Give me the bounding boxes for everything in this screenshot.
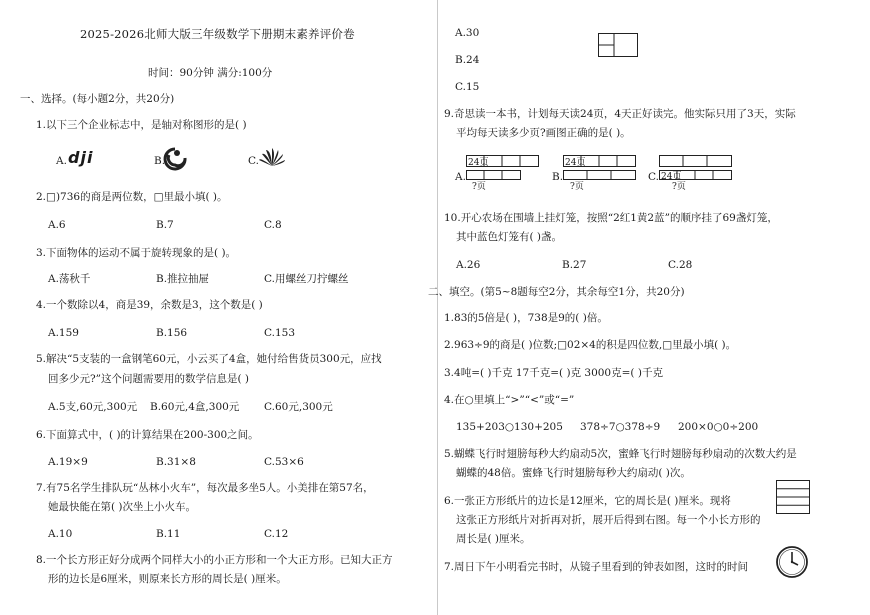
q7-line1: 7.有75名学生排队玩“丛林小火车”，每次最多坐5人。小美排在第57名，: [36, 482, 374, 494]
q7-option-c: C.12: [264, 528, 289, 540]
q8-line2: 形的边长是6厘米，则原来长方形的周长是( )厘米。: [48, 573, 287, 585]
q6-text: 6.下面算式中，( )的计算结果在200-300之间。: [36, 429, 259, 441]
q2-option-c: C.8: [264, 219, 282, 231]
q6-option-a: A.19×9: [48, 456, 88, 468]
q10-option-c: C.28: [668, 259, 693, 271]
q10-option-b: B.27: [562, 259, 587, 271]
q3-option-b: B.推拉抽屉: [156, 273, 210, 285]
q10-line2: 其中蓝色灯笼有( )盏。: [456, 231, 563, 243]
fill-q6-line1: 6.一张正方形纸片的边长是12厘米，它的周长是( )厘米。现将: [444, 495, 731, 507]
q5-option-b: B.60元,4盒,300元: [150, 401, 240, 413]
q2-option-b: B.7: [156, 219, 174, 231]
q4-text: 4.一个数除以4，商是39，余数是3，这个数是( ): [36, 299, 263, 311]
fill-q6-line2: 这张正方形纸片对折再对折，展开后得到右图。每一个小长方形的: [456, 514, 761, 526]
q2-option-a: A.6: [48, 219, 66, 231]
q3-option-c: C.用螺丝刀拧螺丝: [264, 273, 349, 285]
q1-option-a: A.: [56, 155, 67, 167]
clock-icon: [776, 546, 808, 578]
page-title: 2025-2026北师大版三年级数学下册期末素养评价卷: [80, 27, 355, 41]
swirl-logo-icon: [162, 146, 188, 170]
q3-text: 3.下面物体的运动不属于旋转现象的是( )。: [36, 247, 237, 259]
petal-logo-icon: [258, 148, 286, 168]
q3-option-a: A.荡秋千: [48, 273, 91, 285]
q10-option-a: A.26: [456, 259, 481, 271]
q9-c-label-top: 24页: [661, 172, 682, 182]
q1-option-c: C.: [248, 155, 259, 167]
fill-q4-item-3: 200×0○0÷200: [678, 421, 759, 433]
fill-q4-item-1: 135+203○130+205: [456, 421, 563, 433]
q8-line1: 8.一个长方形正好分成两个同样大小的小正方形和一个大正方形。已知大正方: [36, 554, 393, 566]
q4-option-a: A.159: [48, 327, 79, 339]
exam-meta: 时间：90分钟 满分:100分: [148, 67, 273, 79]
fill-q5-line1: 5.蝴蝶飞行时翅膀每秒大约扇动5次，蜜蜂飞行时翅膀每秒扇动的次数大约是: [444, 448, 797, 460]
q7-line2: 她最快能在第( )次坐上小火车。: [48, 501, 197, 513]
fill-q2: 2.963÷9的商是( )位数;□02×4的积是四位数,□里最小填( )。: [444, 339, 737, 351]
q4-option-b: B.156: [156, 327, 188, 339]
q9-a-label-top: 24页: [468, 158, 489, 168]
q9-a-question: ?页: [472, 182, 486, 192]
q9-b-label-top: 24页: [565, 158, 586, 168]
fill-q1: 1.83的5倍是( )，738是9的( )倍。: [444, 312, 608, 324]
fill-q3: 3.4吨=( )千克 17千克=( )克 3000克=( )千克: [444, 367, 663, 379]
fill-q4-item-2: 378÷7○378÷9: [580, 421, 661, 433]
section1-heading: 一、选择。(每小题2分，共20分): [20, 93, 175, 105]
q9-diagram-c: [659, 155, 731, 185]
fill-q6-line3: 周长是( )厘米。: [456, 533, 531, 545]
rectangle-squares-diagram: [598, 33, 638, 57]
q6-option-c: C.53×6: [264, 456, 304, 468]
fill-q5-line2: 蝴蝶的48倍。蜜蜂飞行时翅膀每秒大约扇动( )次。: [456, 467, 691, 479]
q9-line2: 平均每天读多少页?画图正确的是( )。: [456, 127, 631, 139]
q9-c-question: ?页: [672, 182, 686, 192]
q1-option-b: B.: [154, 155, 166, 167]
fill-q4: 4.在○里填上“>”“<”或“=”: [444, 394, 575, 406]
folded-paper-diagram: [776, 480, 810, 514]
q9-option-c: C.: [648, 171, 659, 183]
q8-option-c: C.15: [455, 81, 480, 93]
q5-option-a: A.5支,60元,300元: [48, 401, 138, 413]
q10-line1: 10.开心农场在围墙上挂灯笼，按照“2红1黄2蓝”的顺序挂了69盏灯笼，: [444, 212, 778, 224]
q7-option-b: B.11: [156, 528, 181, 540]
q9-b-question: ?页: [570, 182, 584, 192]
q7-option-a: A.10: [48, 528, 73, 540]
q9-line1: 9.奇思读一本书，计划每天读24页，4天正好读完。他实际只用了3天，实际: [444, 108, 796, 120]
dji-logo-text: dji: [68, 148, 94, 167]
q9-option-b: B.: [552, 171, 564, 183]
q6-option-b: B.31×8: [156, 456, 196, 468]
q5-line1: 5.解决“5支装的一盒钢笔60元，小云买了4盒，她付给售货员300元，应找: [36, 353, 382, 365]
q5-option-c: C.60元,300元: [264, 401, 333, 413]
q9-option-a: A.: [455, 171, 466, 183]
dji-logo: [68, 148, 93, 167]
q8-option-b: B.24: [455, 54, 480, 66]
section2-heading: 二、填空。(第5~8题每空2分，其余每空1分，共20分): [428, 286, 685, 298]
q5-line2: 回多少元?”这个问题需要用的数学信息是( ): [48, 373, 250, 385]
q1-text: 1.以下三个企业标志中，是轴对称图形的是( ): [36, 119, 247, 131]
fill-q7-line1: 7.周日下午小明看完书时，从镜子里看到的钟表如图，这时的时间: [444, 561, 749, 573]
q8-option-a: A.30: [455, 27, 480, 39]
column-divider: [437, 0, 438, 615]
q4-option-c: C.153: [264, 327, 296, 339]
q2-text: 2.□)736的商是两位数，□里最小填( )。: [36, 191, 228, 203]
